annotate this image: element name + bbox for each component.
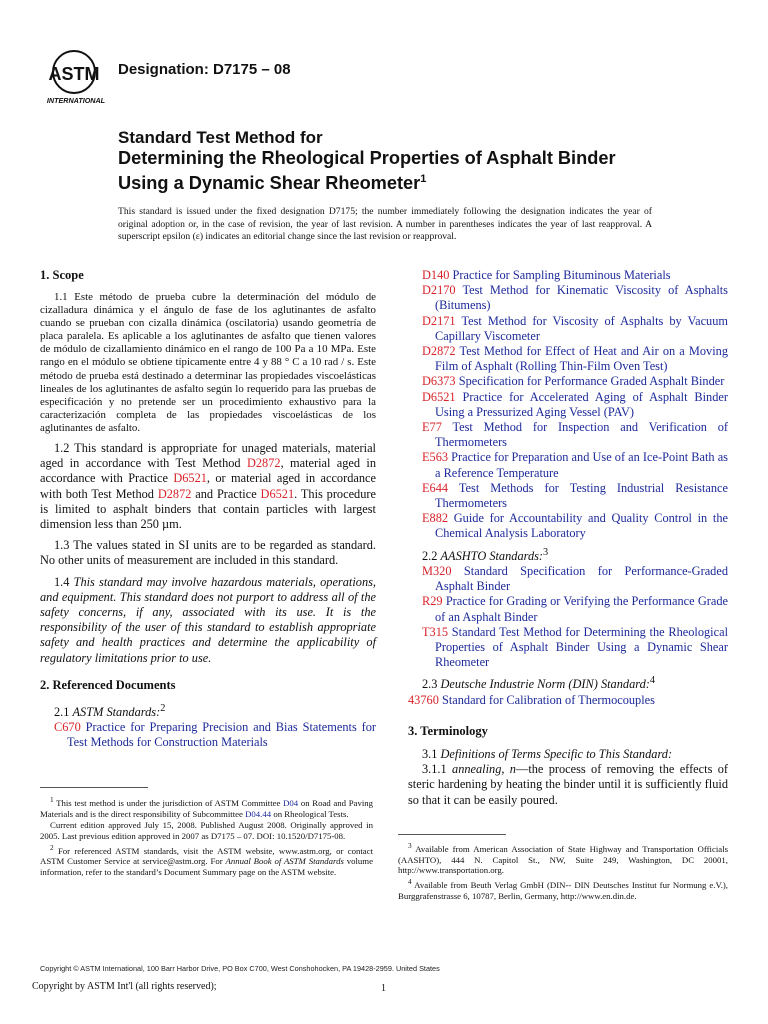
link-d2872[interactable]: D2872: [246, 456, 281, 471]
para-3-1: 3.1 Definitions of Terms Specific to This Standard:: [422, 746, 673, 761]
reference-title-link[interactable]: Practice for Accelerated Aging of Asphalt Binder Using a Pressurized Aging Vessel (PAV): [435, 389, 728, 419]
reference-item: [408, 420, 728, 450]
astm-reference-list: [408, 268, 728, 542]
link-43760[interactable]: 43760: [408, 692, 439, 707]
logo-subtext: INTERNATIONAL: [46, 96, 106, 105]
reference-item: [408, 268, 728, 283]
issuance-notice: This standard is issued under the fixed designation D7175; the number immediately following the designation indicates the year of original adoption or, in the case of revision, the year of last revision. A number in parentheses indicates the year of last reapproval. A superscript epsilon (ε) indicates an editorial change since the last revision or reapproval.: [118, 206, 652, 243]
reference-item: [408, 450, 728, 480]
para-2-2: 2.2 AASHTO Standards:$^3$: [422, 546, 549, 563]
link-c670[interactable]: C670: [54, 720, 81, 735]
copyright-notice: Copyright by ASTM Int'l (all rights reserved);: [32, 981, 217, 992]
reference-item: [408, 564, 728, 594]
reference-code-link[interactable]: D2171: [422, 313, 456, 328]
link-d6521[interactable]: D6521: [260, 486, 295, 501]
reference-code-link[interactable]: R29: [422, 594, 443, 609]
document-title: [118, 127, 616, 194]
aashto-reference-list: [408, 564, 728, 670]
reference-code-link[interactable]: E882: [422, 511, 449, 526]
reference-title-link[interactable]: Test Method for Kinematic Viscosity of Asphalts (Bitumens): [435, 283, 728, 313]
footnote-divider-left: [40, 787, 148, 788]
link-c670-title[interactable]: Practice for Preparing Precision and Bias Statements for Test Methods for Construction Materials: [67, 720, 376, 750]
reference-item: [408, 314, 728, 344]
footnote-divider-right: [398, 834, 506, 835]
reference-title-link[interactable]: Practice for Sampling Bituminous Materials: [452, 268, 671, 282]
reference-title-link[interactable]: Guide for Accountability and Quality Control in the Chemical Analysis Laboratory: [435, 511, 728, 541]
footnote-4: $^4$ Available from Beuth Verlag GmbH (DIN-- DIN Deutsches Institut fur Normung e.V.), Burggrafenstrasse 6, 10787, Berlin, Germany, http://www.en.din.de.: [398, 878, 728, 901]
link-d04-44[interactable]: D04.44: [245, 808, 272, 819]
title-line-3: Using a Dynamic Shear Rheometer$^1$: [118, 173, 427, 194]
reference-item: [408, 344, 728, 374]
section-terminology-heading: 3. Terminology: [408, 723, 488, 738]
reference-code-link[interactable]: E77: [422, 420, 442, 435]
footnote-3: $^3$ Available from American Association of State Highway and Transportation Officials (AASHTO), 444 N. Capitol St., NW, Suite 249, Washington, DC 20001, http://www.transportation.org.: [398, 842, 728, 876]
reference-item: [408, 511, 728, 541]
footnote-2: $^2$ For referenced ASTM standards, visit the ASTM website, www.astm.org, or contact ASTM Customer Service at service@astm.org. For Annual Book of ASTM Standards volume information, refer to the standard’s Document Summary page on the ASTM website.: [40, 843, 374, 878]
reference-title-link[interactable]: Test Method for Effect of Heat and Air on a Moving Film of Asphalt (Rolling Thin-Film Oven Test): [435, 344, 728, 374]
reference-item: [408, 481, 728, 511]
link-d6521[interactable]: D6521: [173, 471, 207, 486]
footnotes-right: [398, 841, 728, 902]
reference-title-link[interactable]: Test Method for Viscosity of Asphalts by Vacuum Capillary Viscometer: [435, 313, 728, 343]
reference-title-link[interactable]: Test Method for Inspection and Verification of Thermometers: [435, 420, 728, 450]
link-d04[interactable]: D04: [283, 797, 299, 808]
link-43760-title[interactable]: Standard for Calibration of Thermocouples: [441, 692, 655, 707]
logo-wordmark: ASTM: [48, 64, 100, 84]
reference-code-link[interactable]: M320: [422, 563, 452, 578]
reference-item: [408, 594, 728, 624]
reference-code-link[interactable]: D6521: [422, 389, 456, 404]
reference-title-link[interactable]: Practice for Grading or Verifying the Performance Grade of an Asphalt Binder: [435, 594, 728, 624]
title-line-1: Standard Test Method for: [118, 128, 323, 147]
designation: Designation: D7175 – 08: [118, 61, 291, 78]
para-1-3: 1.3 The values stated in SI units are to be regarded as standard. No other units of measurement are included in this standard.: [40, 538, 376, 568]
reference-title-link[interactable]: Standard Test Method for Determining the Rheological Properties of Asphalt Binder Using a Dynamic Shear Rheometer: [435, 624, 728, 670]
ref-c670: [40, 720, 376, 750]
link-d2872[interactable]: D2872: [157, 486, 192, 501]
title-footnote-mark: 1: [420, 173, 427, 185]
reference-code-link[interactable]: D2872: [422, 344, 456, 359]
reference-code-link[interactable]: D2170: [422, 283, 456, 298]
footnote-1-edition: Current edition approved July 15, 2008. Published August 2008. Originally approved in 2005. Last previous edition approved in 2007 as D7175 – 07. DOI: 10.1520/D7175-08.: [40, 820, 373, 842]
astm-logo: [42, 50, 110, 106]
left-column: [40, 268, 376, 751]
reference-item: [408, 374, 728, 389]
section-referenced-heading: 2. Referenced Documents: [40, 677, 176, 692]
reference-item: [408, 390, 728, 420]
footnote-1: $^1$ This test method is under the jurisdiction of ASTM Committee D04 on Road and Paving Materials and is the direct responsibility of Subcommittee D04.44 on Rheological Tests.: [40, 796, 373, 819]
para-2-1: 2.1 ASTM Standards:$^2$: [54, 702, 166, 719]
reference-code-link[interactable]: E563: [422, 450, 449, 465]
reference-code-link[interactable]: E644: [422, 480, 449, 495]
reference-title-link[interactable]: Standard Specification for Performance-Graded Asphalt Binder: [435, 563, 728, 594]
footnotes-left: [40, 795, 373, 879]
reference-item: [408, 283, 728, 313]
reference-title-link[interactable]: Practice for Preparation and Use of an Ice-Point Bath as a Reference Temperature: [435, 450, 728, 480]
reference-code-link[interactable]: D6373: [422, 374, 456, 389]
para-2-3: 2.3 Deutsche Industrie Norm (DIN) Standard:$^4$: [422, 675, 656, 692]
title-line-2: Determining the Rheological Properties of Asphalt Binder: [118, 148, 616, 168]
para-1-1: 1.1 Este método de prueba cubre la determinación del módulo de cizalladura dinámica y el ángulo de fase de los aglutinantes de asfalto cuando se prueban con cizalla dinámica (oscilatoria) usando geometría de placa paralela. Es aplicable a los aglutinantes de asfalto que tienen valores de módulo de cizallamiento dinámico en el rango de 100 Pa a 10 MPa. Este rango en el módulo se obtiene típicamente entre 4 y 88 ° C a 10 rad / s. Este método de prueba está destinado a determinar las propiedades viscoelásticas lineales de los aglutinantes de asfalto según lo requerido para las pruebas de especificación y no pretende ser un procedimiento exhaustivo para la caracterización completa de las propiedades viscoelásticas de los aglutinantes de asfalto.: [40, 291, 376, 434]
copyright-address: Copyright © ASTM International, 100 Barr Harbor Drive, PO Box C700, West Conshohocken, PA 19428-2959. United States: [40, 964, 440, 973]
page-number: 1: [381, 983, 386, 994]
reference-code-link[interactable]: T315: [422, 624, 449, 639]
para-3-1-1: 3.1.1 annealing, n—the process of removing the effects of steric hardening by heating the binder until it is sufficiently fluid so that it can be easily poured.: [408, 762, 728, 807]
reference-code-link[interactable]: D140: [422, 268, 450, 282]
right-column: [408, 268, 728, 814]
para-1-4: 1.4 This standard may involve hazardous materials, operations, and equipment. This standard does not purport to address all of the safety concerns, if any, associated with its use. It is the responsibility of the user of this standard to establish appropriate safety and health practices and determine the applicability of regulatory limitations prior to use.: [40, 574, 377, 665]
reference-title-link[interactable]: Specification for Performance Graded Asphalt Binder: [458, 374, 725, 389]
section-scope-heading: 1. Scope: [40, 268, 84, 282]
ref-din-43760: [408, 693, 728, 708]
para-1-2: 1.2 This standard is appropriate for unaged materials, material aged in accordance with Test Method D2872, material aged in accordance with Practice D6521, or material aged in accordance with both Test Method D2872 and Practice D6521. This procedure is limited to asphalt binders that contain particles with largest dimension less than 250 µm.: [40, 441, 377, 532]
reference-title-link[interactable]: Test Methods for Testing Industrial Resistance Thermometers: [435, 480, 728, 511]
reference-item: [408, 625, 728, 671]
